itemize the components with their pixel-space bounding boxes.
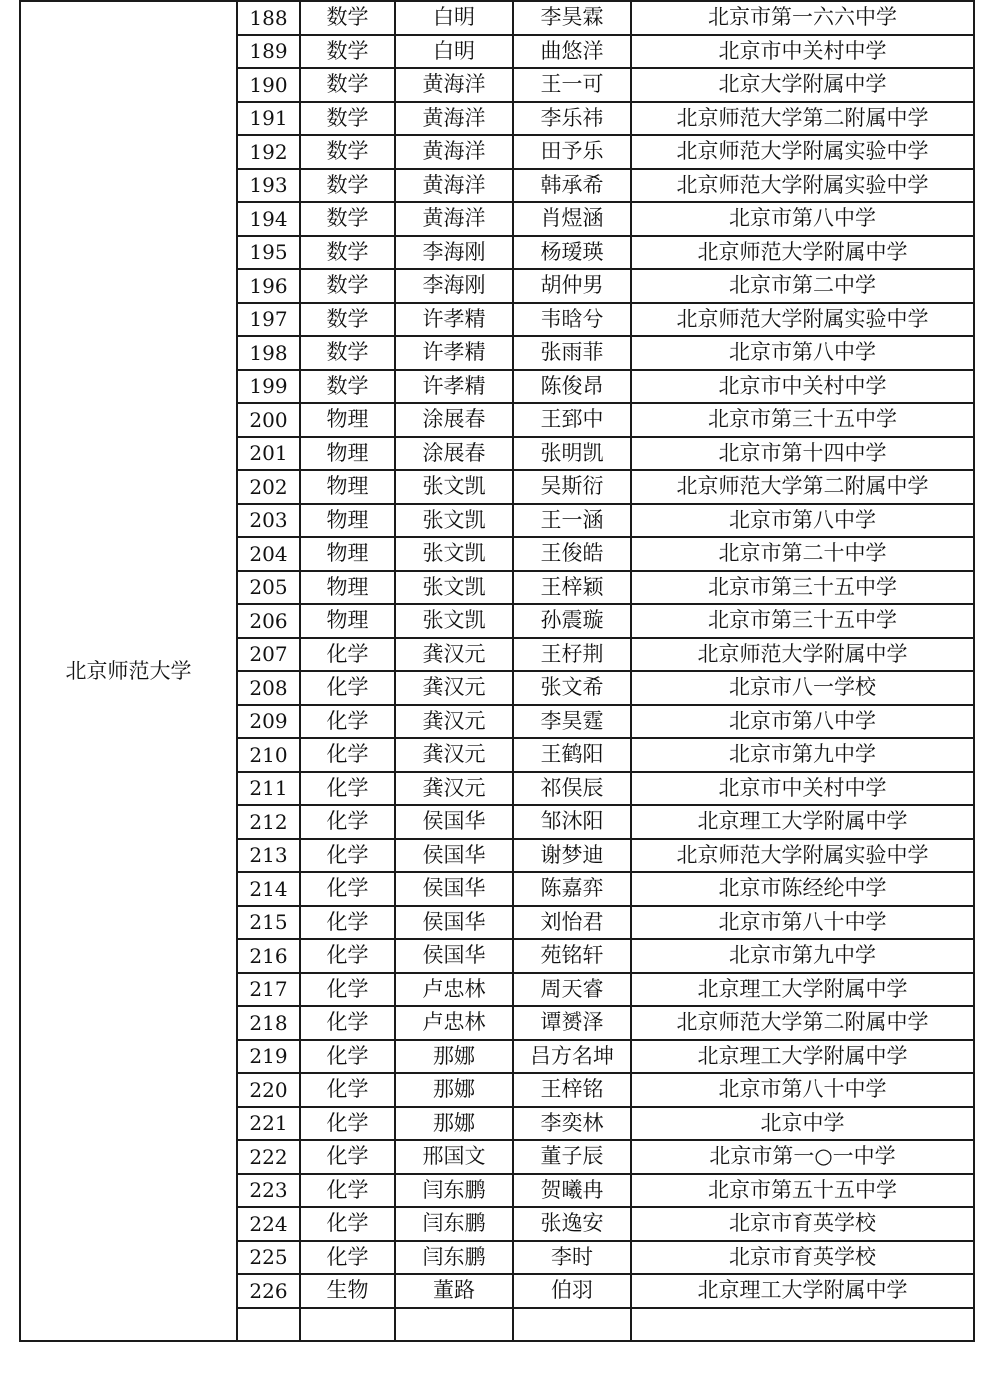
school: 北京理工大学附属中学 <box>631 1274 974 1308</box>
school: 北京师范大学附属中学 <box>631 236 974 270</box>
subject: 数学 <box>300 236 395 270</box>
teacher: 邢国文 <box>395 1140 513 1174</box>
row-number: 222 <box>237 1140 300 1174</box>
school: 北京师范大学附属实验中学 <box>631 135 974 169</box>
row-number: 197 <box>237 303 300 337</box>
row-number: 223 <box>237 1174 300 1208</box>
row-number: 226 <box>237 1274 300 1308</box>
subject: 化学 <box>300 772 395 806</box>
row-number: 195 <box>237 236 300 270</box>
school: 北京理工大学附属中学 <box>631 1040 974 1074</box>
student-name: 张雨菲 <box>513 336 631 370</box>
student-name: 张文希 <box>513 671 631 705</box>
teacher: 黄海洋 <box>395 202 513 236</box>
teacher: 黄海洋 <box>395 68 513 102</box>
school: 北京市中关村中学 <box>631 370 974 404</box>
subject: 化学 <box>300 1174 395 1208</box>
subject: 化学 <box>300 671 395 705</box>
row-number: 213 <box>237 839 300 873</box>
subject: 物理 <box>300 437 395 471</box>
student-name: 王梓铭 <box>513 1073 631 1107</box>
teacher: 侯国华 <box>395 805 513 839</box>
teacher: 董路 <box>395 1274 513 1308</box>
school: 北京市八一学校 <box>631 671 974 705</box>
school: 北京理工大学附属中学 <box>631 805 974 839</box>
student-name: 胡仲男 <box>513 269 631 303</box>
subject: 物理 <box>300 470 395 504</box>
row-number: 203 <box>237 504 300 538</box>
subject: 物理 <box>300 403 395 437</box>
row-number: 204 <box>237 537 300 571</box>
row-number: 214 <box>237 872 300 906</box>
school: 北京市第三十五中学 <box>631 403 974 437</box>
subject: 数学 <box>300 169 395 203</box>
school: 北京市育英学校 <box>631 1207 974 1241</box>
teacher: 侯国华 <box>395 872 513 906</box>
student-name: 吴斯衍 <box>513 470 631 504</box>
row-number: 202 <box>237 470 300 504</box>
teacher: 张文凯 <box>395 604 513 638</box>
teacher: 涂展春 <box>395 437 513 471</box>
subject: 化学 <box>300 1140 395 1174</box>
row-number: 194 <box>237 202 300 236</box>
subject: 数学 <box>300 135 395 169</box>
teacher: 张文凯 <box>395 537 513 571</box>
student-table <box>19 0 975 1342</box>
subject: 化学 <box>300 705 395 739</box>
student-name: 王郅中 <box>513 403 631 437</box>
student-name: 李时 <box>513 1241 631 1275</box>
teacher: 闫东鹏 <box>395 1174 513 1208</box>
school: 北京市第八中学 <box>631 705 974 739</box>
school: 北京市第二十中学 <box>631 537 974 571</box>
teacher: 黄海洋 <box>395 135 513 169</box>
row-number: 215 <box>237 906 300 940</box>
teacher: 张文凯 <box>395 504 513 538</box>
university-cell: 北京师范大学 <box>20 1 237 1341</box>
teacher: 龚汉元 <box>395 772 513 806</box>
student-name: 杨瑷瑛 <box>513 236 631 270</box>
student-name: 邹沐阳 <box>513 805 631 839</box>
subject: 化学 <box>300 1207 395 1241</box>
subject: 化学 <box>300 738 395 772</box>
student-name: 陈俊昂 <box>513 370 631 404</box>
row-number: 200 <box>237 403 300 437</box>
student-name: 王杍荆 <box>513 638 631 672</box>
school: 北京市第一六六中学 <box>631 1 974 35</box>
row-number: 210 <box>237 738 300 772</box>
row-number: 221 <box>237 1107 300 1141</box>
school: 北京市第九中学 <box>631 738 974 772</box>
row-number: 208 <box>237 671 300 705</box>
student-name: 王梓颖 <box>513 571 631 605</box>
row-number: 207 <box>237 638 300 672</box>
subject: 化学 <box>300 839 395 873</box>
subject: 数学 <box>300 269 395 303</box>
teacher: 张文凯 <box>395 571 513 605</box>
school: 北京师范大学第二附属中学 <box>631 470 974 504</box>
empty-cell <box>513 1308 631 1342</box>
row-number: 224 <box>237 1207 300 1241</box>
teacher: 李海刚 <box>395 236 513 270</box>
school: 北京师范大学附属中学 <box>631 638 974 672</box>
student-name: 李昊霆 <box>513 705 631 739</box>
school: 北京师范大学附属实验中学 <box>631 839 974 873</box>
row-number: 201 <box>237 437 300 471</box>
student-name: 孙震璇 <box>513 604 631 638</box>
student-name: 王鹤阳 <box>513 738 631 772</box>
subject: 化学 <box>300 805 395 839</box>
empty-cell <box>237 1308 300 1342</box>
subject: 数学 <box>300 336 395 370</box>
row-number: 218 <box>237 1006 300 1040</box>
student-name: 曲悠洋 <box>513 35 631 69</box>
student-name: 吕方名坤 <box>513 1040 631 1074</box>
school: 北京市中关村中学 <box>631 772 974 806</box>
student-name: 王一涵 <box>513 504 631 538</box>
row-number: 217 <box>237 973 300 1007</box>
school: 北京市第十四中学 <box>631 437 974 471</box>
table-body <box>20 1 974 1341</box>
teacher: 张文凯 <box>395 470 513 504</box>
teacher: 白明 <box>395 1 513 35</box>
teacher: 闫东鹏 <box>395 1207 513 1241</box>
teacher: 侯国华 <box>395 906 513 940</box>
student-name: 李乐祎 <box>513 102 631 136</box>
row-number: 193 <box>237 169 300 203</box>
row-number: 206 <box>237 604 300 638</box>
student-name: 陈嘉弈 <box>513 872 631 906</box>
row-number: 192 <box>237 135 300 169</box>
teacher: 龚汉元 <box>395 705 513 739</box>
subject: 化学 <box>300 1107 395 1141</box>
school: 北京市第八中学 <box>631 504 974 538</box>
row-number: 199 <box>237 370 300 404</box>
table-row <box>20 1 974 35</box>
subject: 数学 <box>300 102 395 136</box>
teacher: 许孝精 <box>395 370 513 404</box>
school: 北京市第八十中学 <box>631 906 974 940</box>
school: 北京市中关村中学 <box>631 35 974 69</box>
row-number: 219 <box>237 1040 300 1074</box>
teacher: 龚汉元 <box>395 738 513 772</box>
student-name: 王俊皓 <box>513 537 631 571</box>
row-number: 225 <box>237 1241 300 1275</box>
row-number: 205 <box>237 571 300 605</box>
teacher: 李海刚 <box>395 269 513 303</box>
row-number: 216 <box>237 939 300 973</box>
teacher: 龚汉元 <box>395 671 513 705</box>
row-number: 196 <box>237 269 300 303</box>
school: 北京市第三十五中学 <box>631 604 974 638</box>
teacher: 许孝精 <box>395 303 513 337</box>
row-number: 209 <box>237 705 300 739</box>
student-name: 周天睿 <box>513 973 631 1007</box>
school: 北京大学附属中学 <box>631 68 974 102</box>
student-name: 谭赟泽 <box>513 1006 631 1040</box>
subject: 物理 <box>300 537 395 571</box>
school: 北京师范大学第二附属中学 <box>631 102 974 136</box>
school: 北京中学 <box>631 1107 974 1141</box>
row-number: 211 <box>237 772 300 806</box>
empty-cell <box>395 1308 513 1342</box>
student-name: 谢梦迪 <box>513 839 631 873</box>
teacher: 那娜 <box>395 1073 513 1107</box>
row-number: 190 <box>237 68 300 102</box>
subject: 数学 <box>300 370 395 404</box>
teacher: 侯国华 <box>395 939 513 973</box>
teacher: 卢忠林 <box>395 973 513 1007</box>
subject: 数学 <box>300 303 395 337</box>
subject: 物理 <box>300 571 395 605</box>
student-name: 田予乐 <box>513 135 631 169</box>
subject: 数学 <box>300 68 395 102</box>
empty-cell <box>631 1308 974 1342</box>
subject: 化学 <box>300 906 395 940</box>
row-number: 212 <box>237 805 300 839</box>
school: 北京师范大学第二附属中学 <box>631 1006 974 1040</box>
student-name: 韦晗兮 <box>513 303 631 337</box>
teacher: 黄海洋 <box>395 102 513 136</box>
student-name: 李昊霖 <box>513 1 631 35</box>
teacher: 许孝精 <box>395 336 513 370</box>
school: 北京师范大学附属实验中学 <box>631 303 974 337</box>
row-number: 189 <box>237 35 300 69</box>
subject: 化学 <box>300 973 395 1007</box>
school: 北京市第一○一中学 <box>631 1140 974 1174</box>
row-number: 198 <box>237 336 300 370</box>
subject: 化学 <box>300 939 395 973</box>
row-number: 191 <box>237 102 300 136</box>
subject: 数学 <box>300 202 395 236</box>
subject: 化学 <box>300 872 395 906</box>
teacher: 涂展春 <box>395 403 513 437</box>
student-name: 李奕林 <box>513 1107 631 1141</box>
teacher: 那娜 <box>395 1107 513 1141</box>
school: 北京市第三十五中学 <box>631 571 974 605</box>
student-name: 董子辰 <box>513 1140 631 1174</box>
subject: 化学 <box>300 1040 395 1074</box>
school: 北京市第五十五中学 <box>631 1174 974 1208</box>
row-number: 220 <box>237 1073 300 1107</box>
school: 北京理工大学附属中学 <box>631 973 974 1007</box>
subject: 数学 <box>300 35 395 69</box>
student-name: 苑铭轩 <box>513 939 631 973</box>
student-name: 张逸安 <box>513 1207 631 1241</box>
teacher: 卢忠林 <box>395 1006 513 1040</box>
student-name: 伯羽 <box>513 1274 631 1308</box>
school: 北京市育英学校 <box>631 1241 974 1275</box>
empty-cell <box>300 1308 395 1342</box>
student-name: 肖煜涵 <box>513 202 631 236</box>
school: 北京市第九中学 <box>631 939 974 973</box>
subject: 化学 <box>300 638 395 672</box>
student-name: 祁俣辰 <box>513 772 631 806</box>
teacher: 黄海洋 <box>395 169 513 203</box>
subject: 化学 <box>300 1073 395 1107</box>
subject: 物理 <box>300 604 395 638</box>
subject: 生物 <box>300 1274 395 1308</box>
teacher: 白明 <box>395 35 513 69</box>
student-name: 韩承希 <box>513 169 631 203</box>
school: 北京市第八中学 <box>631 336 974 370</box>
school: 北京市第八十中学 <box>631 1073 974 1107</box>
row-number: 188 <box>237 1 300 35</box>
teacher: 侯国华 <box>395 839 513 873</box>
subject: 化学 <box>300 1241 395 1275</box>
subject: 数学 <box>300 1 395 35</box>
subject: 化学 <box>300 1006 395 1040</box>
school: 北京市陈经纶中学 <box>631 872 974 906</box>
student-name: 刘怡君 <box>513 906 631 940</box>
school: 北京市第二中学 <box>631 269 974 303</box>
teacher: 闫东鹏 <box>395 1241 513 1275</box>
teacher: 那娜 <box>395 1040 513 1074</box>
subject: 物理 <box>300 504 395 538</box>
student-name: 张明凯 <box>513 437 631 471</box>
student-name: 贺曦冉 <box>513 1174 631 1208</box>
teacher: 龚汉元 <box>395 638 513 672</box>
school: 北京市第八中学 <box>631 202 974 236</box>
student-name: 王一可 <box>513 68 631 102</box>
school: 北京师范大学附属实验中学 <box>631 169 974 203</box>
